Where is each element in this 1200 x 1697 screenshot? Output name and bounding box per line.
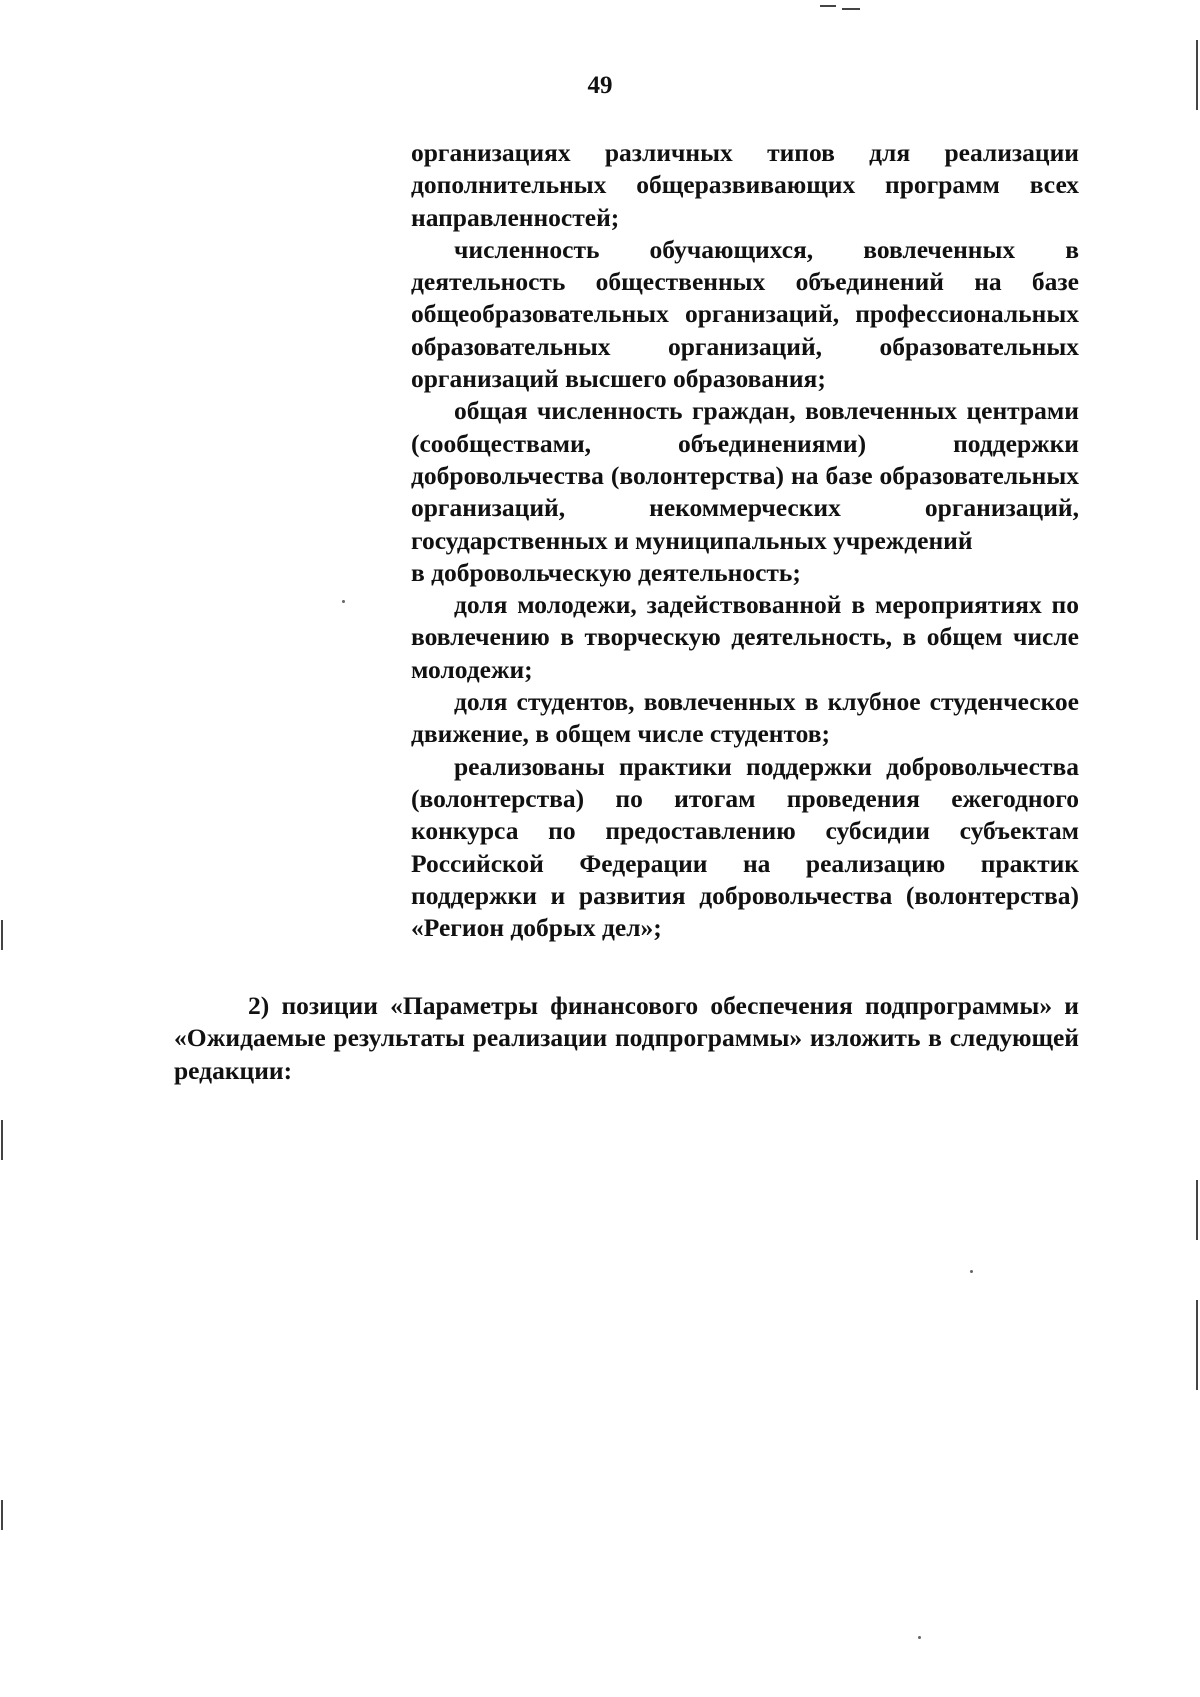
- scan-edge-mark: [1196, 1180, 1198, 1240]
- list-item: численность обучающихся, вовлеченных в деятельность общественных объединений на базе общеобразовательных организаций, профессиональных образовательных организаций, образовательных организаций высшего образования;: [411, 234, 1079, 394]
- scan-edge-mark: [1196, 40, 1198, 110]
- scan-edge-mark: [842, 8, 860, 10]
- scan-edge-mark: [1196, 1300, 1198, 1390]
- closing-paragraph: 2) позиции «Параметры финансового обеспечения подпрограммы» и «Ожидаемые результаты реализации подпрограммы» изложить в следующей редакции:: [174, 991, 1079, 1085]
- scan-speck: [342, 600, 345, 603]
- scan-speck: [918, 1636, 921, 1639]
- scan-speck: [970, 1270, 973, 1273]
- scan-edge-mark: [1, 1500, 3, 1530]
- list-item: реализованы практики поддержки добровольчества (волонтерства) по итогам проведения ежегодного конкурса по предоставлению субсидии субъектам Российской Федерации на реализацию практик поддержки и развития добровольчества (волонтерства) «Регион добрых дел»;: [411, 751, 1079, 943]
- list-item: организациях различных типов для реализации дополнительных общеразвивающих программ всех направленностей;: [411, 138, 1079, 232]
- amendment-paragraph: [174, 990, 1079, 1087]
- list-item: доля молодежи, задействованной в мероприятиях по вовлечению в творческую деятельность, в общем числе молодежи;: [411, 590, 1079, 684]
- list-item: общая численность граждан, вовлеченных центрами (сообществами, объединениями) поддержки добровольчества (волонтерства) на базе образовательных организаций, некоммерческих организаций, государственных и муниципальных учреждений: [411, 396, 1079, 555]
- indicator-list: [411, 137, 1079, 944]
- page-number: 49: [587, 72, 613, 99]
- list-item: доля студентов, вовлеченных в клубное студенческое движение, в общем числе студентов;: [411, 687, 1079, 749]
- scan-edge-mark: [1, 1120, 3, 1160]
- list-item: в добровольческую деятельность;: [411, 557, 801, 587]
- scan-edge-mark: [1, 920, 3, 950]
- scan-edge-mark: [820, 5, 836, 7]
